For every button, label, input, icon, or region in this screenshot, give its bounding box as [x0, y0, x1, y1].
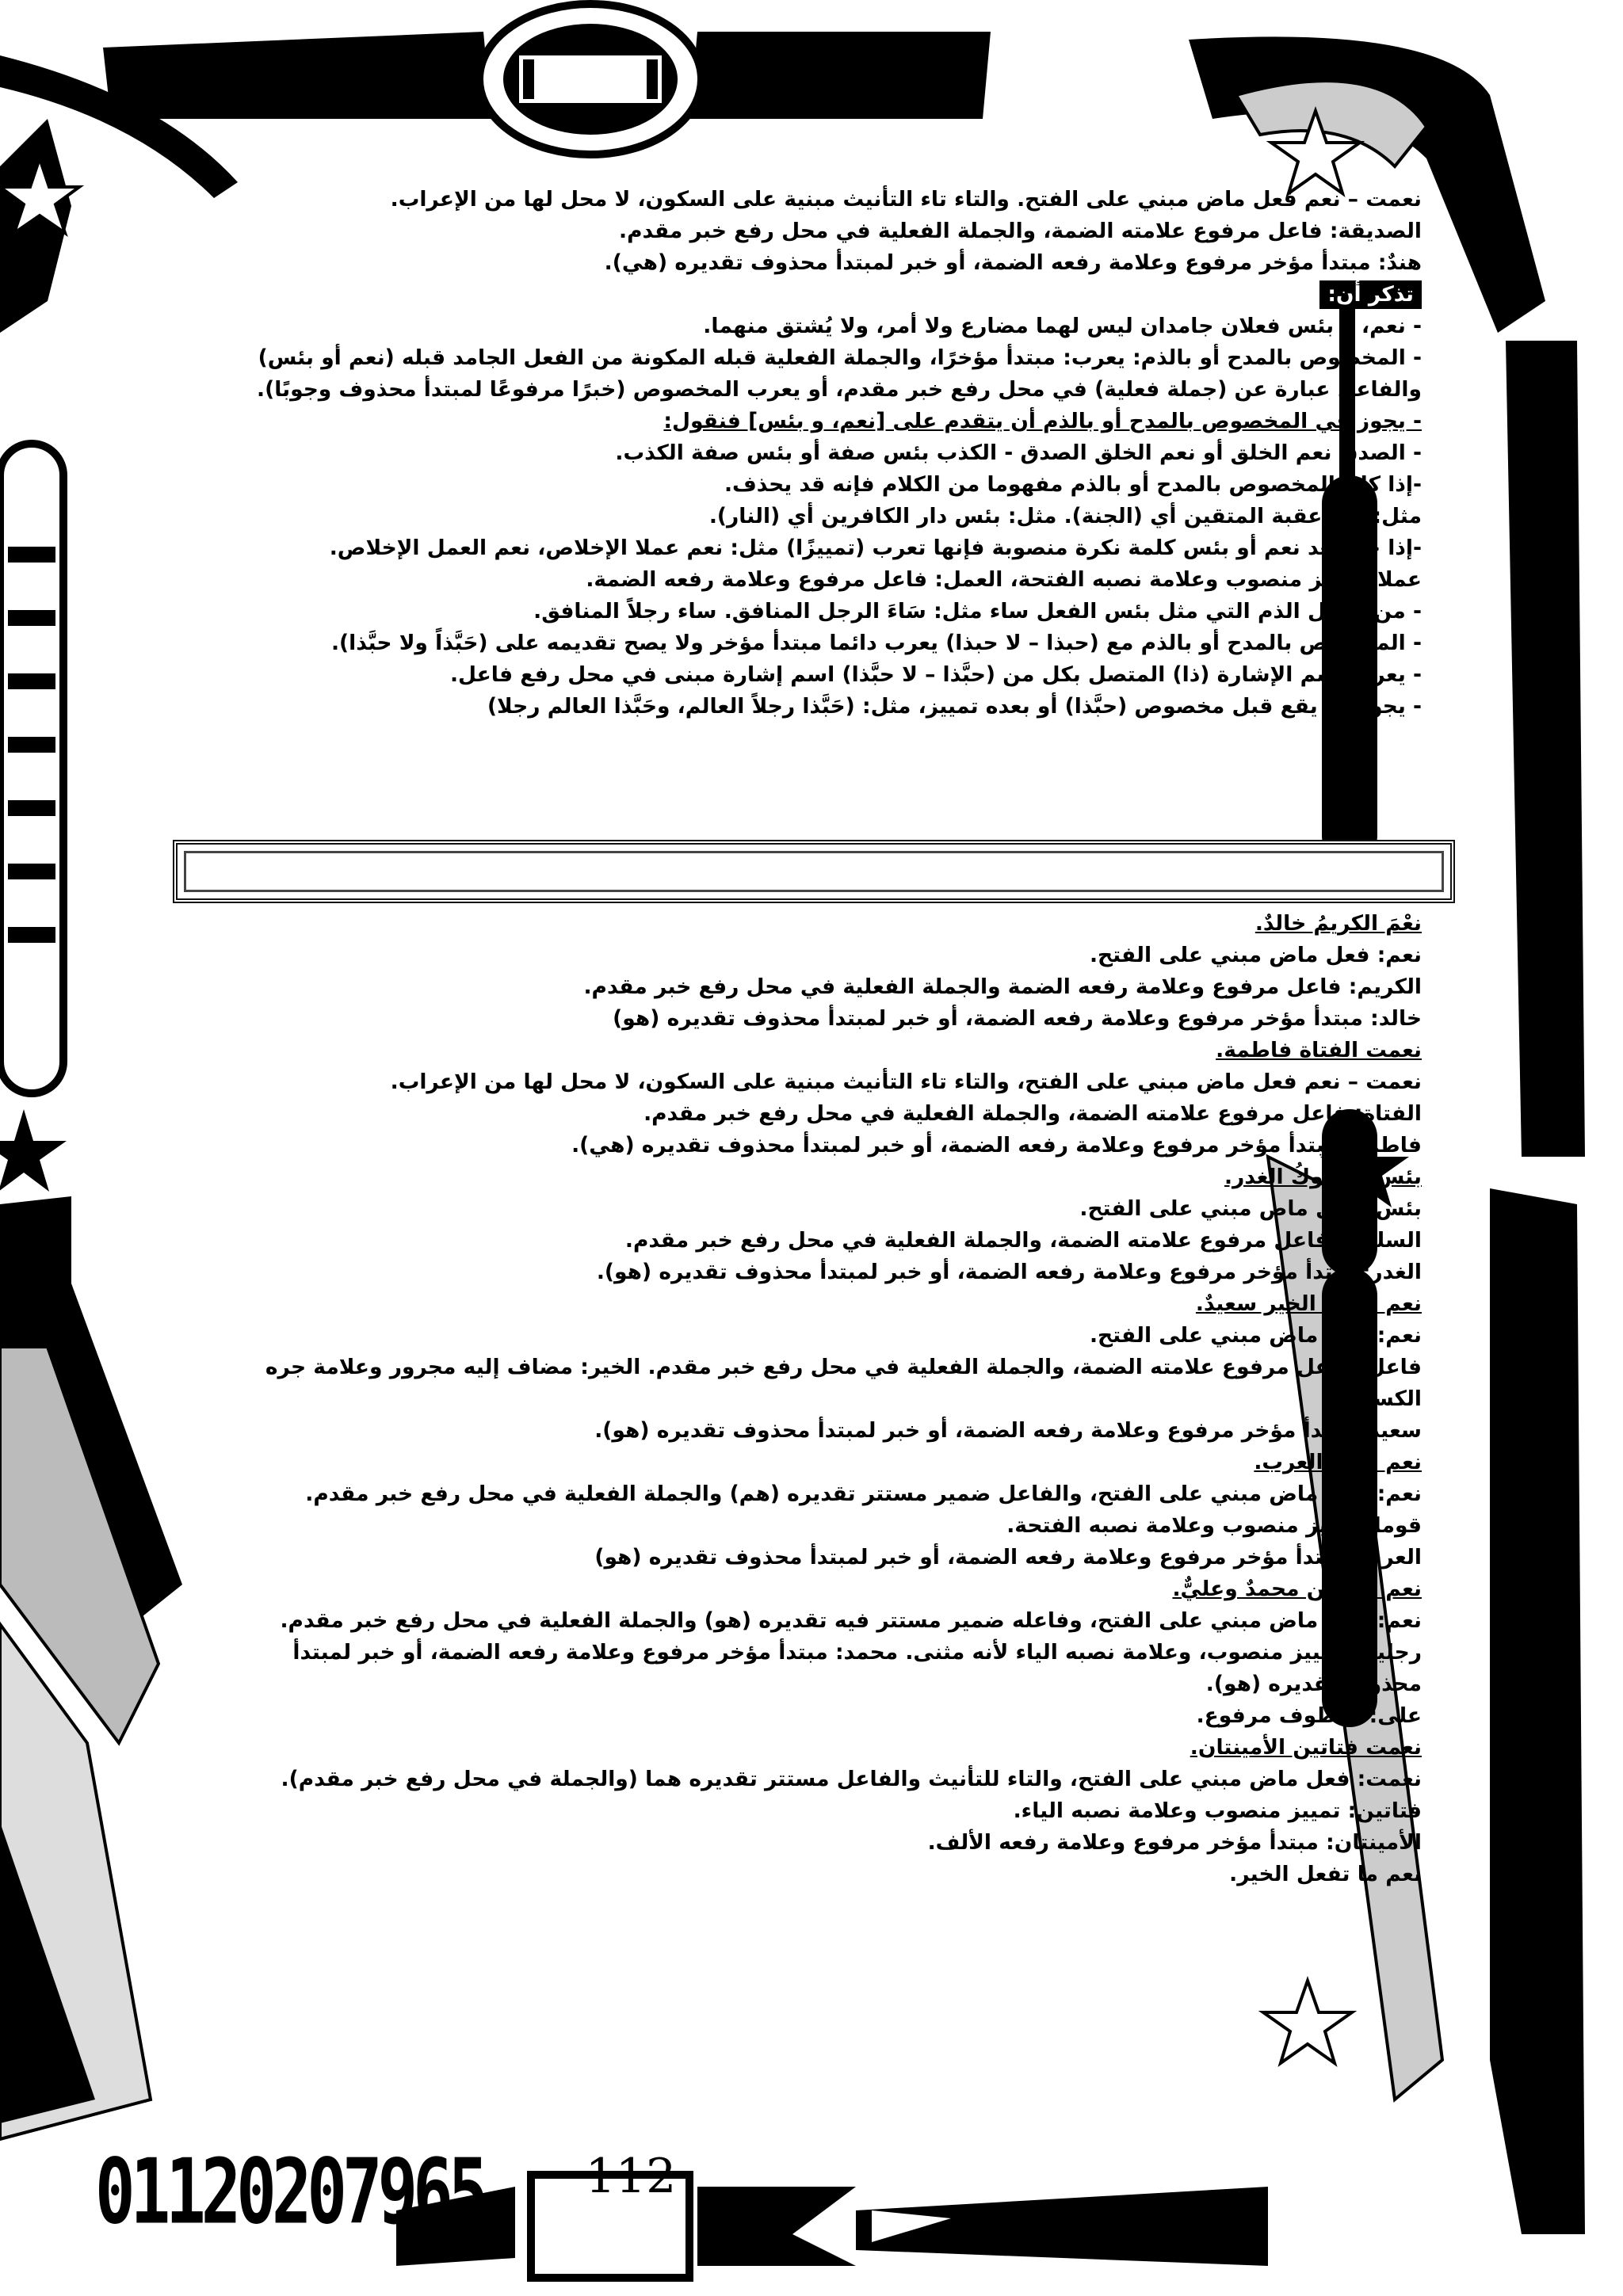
line-text: نعمت فتاتين الأمينتان. [1190, 1735, 1422, 1760]
text-line [201, 501, 1422, 532]
line-text: والفاعل عبارة عن (جملة فعلية) في محل رفع خبر مقدم، أو يعرب المخصوص (خبرًا مرفوعًا لمبتدأ محذوف وجوبًا). [257, 377, 1422, 402]
text-line [201, 1795, 1422, 1827]
line-text: العرب: مبتدأ مؤخر مرفوع وعلامة رفعه الضمة، أو خبر لمبتدأ محذوف تقديره (هو) [594, 1545, 1422, 1569]
phone-number: 01120207965 [95, 2139, 484, 2245]
line-text: بئس السلوكُ الغدر. [1224, 1165, 1422, 1189]
line-text: نعمت: فعل ماض مبني على الفتح، والتاء للتأنيث والفاعل مستتر تقديره هما (والجملة في محل رفع خبر مقدم). [281, 1767, 1422, 1791]
line-text: السلوكُ: فاعل مرفوع علامته الضمة، والجملة الفعلية في محل رفع خبر مقدم. [624, 1228, 1422, 1253]
line-text: نعم: فعل ماض مبني على الفتح. [1089, 943, 1422, 967]
grammar-notes-section [201, 184, 1422, 723]
line-text: قوما: تمييز منصوب وعلامة نصبه الفتحة. [1006, 1513, 1422, 1538]
text-line [201, 659, 1422, 691]
text-line [201, 1257, 1422, 1288]
line-text: على: معطوف مرفوع. [1196, 1703, 1422, 1728]
line-text: فاعل: فاعل مرفوع علامته الضمة، والجملة الفعلية في محل رفع خبر مقدم. الخير: مضاف إليه مجرور وعلامة جره [265, 1355, 1422, 1379]
top-banner-left [103, 32, 491, 119]
line-text: نعْمَ الكريمُ خالدٌ. [1254, 911, 1422, 936]
text-line [201, 1225, 1422, 1257]
text-line [201, 971, 1422, 1003]
text-line [201, 1193, 1422, 1225]
line-text: فتاتين: تمييز منصوب وعلامة نصبه الياء. [1013, 1798, 1422, 1823]
text-line [201, 532, 1422, 564]
parsing-examples-section [201, 908, 1422, 1890]
line-text: الكسرة. [1339, 1386, 1422, 1411]
page-number: 112 [585, 2149, 677, 2204]
text-line [201, 1098, 1422, 1130]
line-text: رجلين: تمييز منصوب، وعلامة نصبه الياء لأنه مثنى. محمد: مبتدأ مؤخر مرفوع وعلامة رفعه الضمة، أو خبر لمبتدأ [292, 1640, 1422, 1665]
line-text: الصديقة: فاعل مرفوع علامته الضمة، والجملة الفعلية في محل رفع خبر مقدم. [619, 219, 1422, 243]
text-line [201, 1637, 1422, 1669]
line-text: - المخصوص بالمدح أو بالذم: يعرب: مبتدأ مؤخرًا، والجملة الفعلية قبله المكونة من الفعل الجامد قبله (نعم أو بئس) [258, 345, 1422, 370]
line-text: نعم ما تفعل الخير. [1229, 1862, 1422, 1886]
text-line [201, 184, 1422, 215]
line-text: الكريم: فاعل مرفوع وعلامة رفعه الضمة والجملة الفعلية في محل رفع خبر مقدم. [583, 974, 1422, 999]
text-line [201, 374, 1422, 406]
text-line [201, 1700, 1422, 1732]
text-line [201, 342, 1422, 374]
text-line [201, 1383, 1422, 1415]
text-line [201, 1320, 1422, 1352]
example-sentence [201, 1288, 1422, 1320]
text-line [201, 1510, 1422, 1542]
line-text: عملا: تمييز منصوب وعلامة نصبه الفتحة، العمل: فاعل مرفوع وعلامة رفعه الضمة. [586, 567, 1422, 592]
top-banner-right [689, 32, 991, 119]
text-line [201, 1859, 1422, 1890]
line-text: نعمت – نعم فعل ماض مبني على الفتح. والتاء تاء التأنيث مبنية على السكون، لا محل لها من الإعراب. [390, 187, 1422, 212]
example-sentence [201, 1573, 1422, 1605]
text-line [201, 215, 1422, 247]
text-line [201, 1764, 1422, 1795]
line-text: -إذا جاء بعد نعم أو بئس كلمة نكرة منصوبة فإنها تعرب (تمييزًا) مثل: نعم عملا الإخلاص، نعم العمل الإخلاص. [329, 536, 1422, 560]
line-text: نعم: فعل ماض مبني على الفتح، وفاعله ضمير مستتر فيه تقديره (هو) والجملة الفعلية في محل رفع خبر مقدم. [280, 1608, 1422, 1633]
text-line [201, 1478, 1422, 1510]
text-line [201, 940, 1422, 971]
section-divider-box [173, 840, 1455, 903]
line-text: هندٌ: مبتدأ مؤخر مرفوع وعلامة رفعه الضمة، أو خبر لمبتدأ محذوف تقديره (هي). [604, 250, 1422, 275]
text-line [201, 1827, 1422, 1859]
text-line [201, 1415, 1422, 1447]
text-line [201, 1352, 1422, 1383]
line-text: - يجوز في المخصوص بالمدح أو بالذم أن يتقدم على [نعم، و بئس] فنقول: [663, 409, 1422, 433]
line-text: خالد: مبتدأ مؤخر مرفوع وعلامة رفعه الضمة، أو خبر لمبتدأ محذوف تقديره (هو) [613, 1006, 1422, 1031]
line-text: الأمينتان: مبتدأ مؤخر مرفوع وعلامة رفعه الألف. [927, 1830, 1422, 1855]
line-text: نعم: فعل ماض مبني على الفتح، والفاعل ضمير مستتر تقديره (هم) والجملة الفعلية في محل رفع خبر مقدم. [305, 1482, 1422, 1506]
text-line [201, 469, 1422, 501]
text-line [201, 627, 1422, 659]
left-pillar-top [0, 444, 63, 1093]
example-sentence [201, 908, 1422, 940]
line-text: - الصدق نعم الخلق أو نعم الخلق الصدق - الكذب بئس صفة أو بئس صفة الكذب. [615, 441, 1422, 465]
line-text: - نعم، و بئس فعلان جامدان ليس لهما مضارع ولا أمر، ولا يُشتق منهما. [703, 314, 1422, 338]
line-text: محذوف تقديره (هو). [1205, 1672, 1422, 1696]
line-text: فاطمة: مبتدأ مؤخر مرفوع وعلامة رفعه الضمة، أو خبر لمبتدأ محذوف تقديره (هي). [571, 1133, 1422, 1158]
text-line [201, 1542, 1422, 1573]
line-text: تذكر أن: [1319, 280, 1422, 309]
line-text: مثل: نعم عقبة المتقين أي (الجنة). مثل: بئس دار الكافرين أي (النار). [708, 504, 1422, 528]
text-line [201, 247, 1422, 279]
example-sentence [201, 1447, 1422, 1478]
line-text: -إذا كان المخصوص بالمدح أو بالذم مفهوما من الكلام فإنه قد يحذف. [724, 472, 1422, 497]
star-icon-left-middle [0, 1109, 67, 1192]
text-line [201, 311, 1422, 342]
text-line [201, 437, 1422, 469]
text-line [201, 1669, 1422, 1700]
line-text: - يجوز أن يقع قبل مخصوص (حبَّذا) أو بعده تمييز، مثل: (حَبَّذا رجلاً العالم، وحَبَّذا العالم رجلا) [487, 694, 1422, 719]
text-line [201, 596, 1422, 627]
section-heading [201, 279, 1422, 311]
line-text: - المخصوص بالمدح أو بالذم مع (حبذا – لا حبذا) يعرب دائما مبتدأ مؤخر ولا يصح تقديمه على (حَبَّذاً ولا حبَّذا). [330, 631, 1422, 655]
line-text: نعم: فعل ماض مبني على الفتح. [1089, 1323, 1422, 1348]
line-text: بئس: فعل ماض مبني على الفتح. [1079, 1196, 1422, 1221]
example-sentence [201, 406, 1422, 437]
text-line [201, 1605, 1422, 1637]
example-sentence [201, 1732, 1422, 1764]
line-text: نعمت الفتاة فاطمة. [1216, 1038, 1422, 1062]
line-text: سعيد: مبتدأ مؤخر مرفوع وعلامة رفعه الضمة، أو خبر لمبتدأ محذوف تقديره (هو). [594, 1418, 1422, 1443]
line-text: الغدر: مبتدأ مؤخر مرفوع وعلامة رفعه الضمة، أو خبر لمبتدأ محذوف تقديره (هو). [596, 1260, 1422, 1284]
example-sentence [201, 1035, 1422, 1066]
example-sentence [201, 1161, 1422, 1193]
text-line [201, 564, 1422, 596]
text-line [201, 1003, 1422, 1035]
text-line [201, 1130, 1422, 1161]
line-text: نعمت – نعم فعل ماض مبني على الفتح، والتاء تاء التأنيث مبنية على السكون، لا محل لها من الإعراب. [390, 1070, 1422, 1094]
star-icon-right-bottom [1263, 1981, 1352, 2063]
line-text: - يعرب اسم الإشارة (ذا) المتصل بكل من (حبَّذا – لا حبَّذا) اسم إشارة مبنى في محل رفع فاعل. [449, 662, 1422, 687]
line-text: نعم طالبين محمدٌ وعليٌّ. [1172, 1577, 1422, 1601]
line-text: نعم فاعلُ الخير سعيدٌ. [1195, 1291, 1422, 1316]
text-line [201, 691, 1422, 723]
line-text: الفتاة: فاعل مرفوع علامته الضمة، والجملة الفعلية في محل رفع خبر مقدم. [643, 1101, 1422, 1126]
line-text: - من أفعال الذم التي مثل بئس الفعل ساء مثل: سَاءَ الرجل المنافق. ساء رجلاً المنافق. [533, 599, 1422, 624]
line-text: نعم قوماً العرب. [1254, 1450, 1422, 1474]
text-line [201, 1066, 1422, 1098]
